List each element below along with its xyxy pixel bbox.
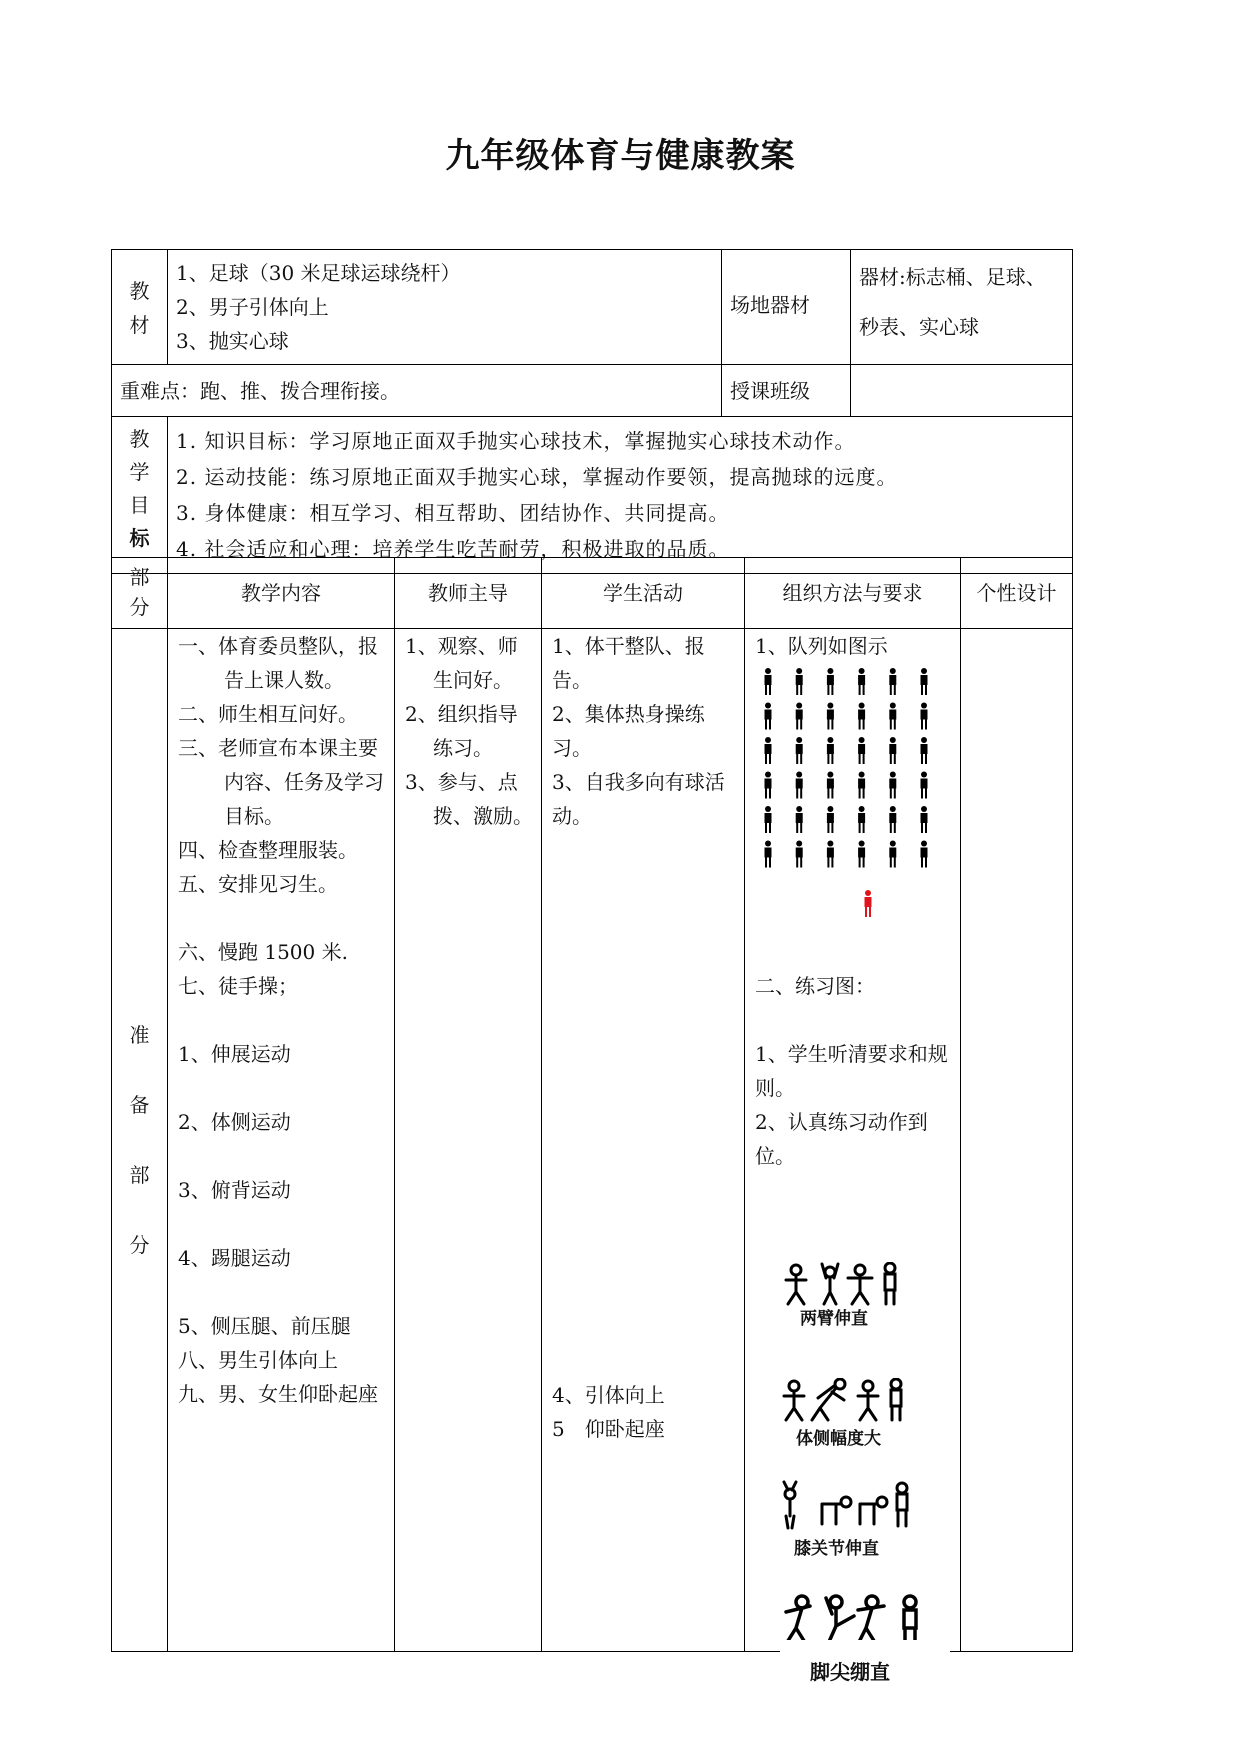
- content-item: 五、安排见习生。: [178, 872, 338, 896]
- content-item: 2、体侧运动: [178, 1110, 291, 1134]
- objective-item: 2. 运动技能：练习原地正面双手抛实心球，掌握动作要领，提高抛球的远度。: [176, 465, 898, 489]
- section-header: 部 分: [112, 558, 168, 629]
- class-value: [851, 365, 1073, 417]
- spacer: [178, 901, 388, 935]
- spacer: [178, 1275, 388, 1309]
- student-item: 3、自我多向有球活动。: [552, 770, 725, 828]
- org-item: 2、认真练习动作到位。: [755, 1110, 928, 1168]
- student-item: 5 仰卧起座: [552, 1417, 665, 1441]
- prep-student: [542, 629, 745, 1652]
- student-figure-icon: [858, 841, 865, 868]
- prep-teacher: [395, 629, 542, 1652]
- equipment-text: 器材:标志桶、足球、秒表、实心球: [851, 250, 1073, 365]
- student-figure-icon: [796, 772, 803, 799]
- material-label: 教 材: [112, 250, 168, 365]
- student-figure-icon: [921, 703, 928, 730]
- student-figure-icon: [827, 772, 834, 799]
- figure-caption: 膝关节伸直: [794, 1539, 879, 1559]
- content-item: 六、慢跑 1500 米.: [178, 940, 348, 964]
- org-header: 组织方法与要求: [745, 558, 961, 629]
- content-item: 九、男、女生仰卧起座: [178, 1382, 378, 1406]
- student-figure-icon: [796, 703, 803, 730]
- student-figure-icon: [796, 737, 803, 764]
- content-item: 一、体育委员整队，报告上课人数。: [178, 634, 378, 692]
- material-item: 3、抛实心球: [176, 329, 289, 353]
- prep-section-label: 准 备 部 分: [112, 629, 168, 1652]
- student-figure-icon: [889, 737, 896, 764]
- teacher-header: 教师主导: [395, 558, 542, 629]
- student-figure-icon: [858, 772, 865, 799]
- student-figure-icon: [765, 703, 772, 730]
- content-item: 二、师生相互问好。: [178, 702, 358, 726]
- student-figure-icon: [921, 841, 928, 868]
- objectives-label: 教 学 目 标: [112, 417, 168, 574]
- teacher-item: 2、组织指导练习。: [405, 702, 518, 760]
- difficulty-text: 重难点：跑、推、拨合理衔接。: [112, 365, 722, 417]
- spacer: [178, 1071, 388, 1105]
- student-figure-icon: [827, 703, 834, 730]
- student-figure-icon: [765, 737, 772, 764]
- student-figure-icon: [858, 668, 865, 695]
- student-figure-icon: [921, 668, 928, 695]
- class-label: 授课班级: [722, 365, 851, 417]
- spacer: [178, 1003, 388, 1037]
- student-figure-icon: [889, 806, 896, 833]
- student-figure-icon: [765, 668, 772, 695]
- spacer: [178, 1139, 388, 1173]
- figure-caption: 两臂伸直: [800, 1309, 868, 1329]
- formation-diagram: [758, 668, 938, 928]
- student-figure-icon: [765, 772, 772, 799]
- material-list: [168, 250, 722, 365]
- spacer: [755, 1003, 954, 1037]
- content-item: 1、伸展运动: [178, 1042, 291, 1066]
- student-figure-icon: [858, 737, 865, 764]
- student-figure-icon: [765, 841, 772, 868]
- content-item: 5、侧压腿、前压腿: [178, 1314, 351, 1338]
- student-figure-icon: [796, 841, 803, 868]
- student-figure-icon: [827, 841, 834, 868]
- student-figure-icon: [796, 668, 803, 695]
- teacher-figure-icon: [865, 890, 872, 917]
- student-figure-icon: [921, 772, 928, 799]
- student-item: 4、引体向上: [552, 1383, 665, 1407]
- material-item: 1、足球（30 米足球运球绕杆）: [176, 261, 461, 285]
- org-item: 1、学生听清要求和规则。: [755, 1042, 948, 1100]
- student-figure-icon: [827, 668, 834, 695]
- lesson-info-table: [111, 249, 1073, 574]
- student-figure-icon: [827, 737, 834, 764]
- org-item: 二、练习图：: [755, 974, 875, 998]
- prep-content: [168, 629, 395, 1652]
- student-item: 1、体干整队、报告。: [552, 634, 705, 692]
- content-item: 三、老师宣布本课主要内容、任务及学习目标。: [178, 736, 384, 828]
- teacher-item: 1、观察、师生问好。: [405, 634, 518, 692]
- spacer: [552, 833, 740, 1378]
- page-title: 九年级体育与健康教案: [445, 136, 796, 176]
- org-item: 1、队列如图示: [755, 634, 888, 658]
- student-figure-icon: [765, 806, 772, 833]
- content-header: 教学内容: [168, 558, 395, 629]
- student-figure-icon: [827, 806, 834, 833]
- student-figure-icon: [796, 806, 803, 833]
- venue-label: 场地器材: [722, 250, 851, 365]
- student-item: 2、集体热身操练习。: [552, 702, 705, 760]
- objectives-list: [168, 417, 1073, 574]
- forward-bend-figures: [776, 1480, 916, 1530]
- student-figure-icon: [889, 772, 896, 799]
- content-item: 七、徒手操；: [178, 974, 298, 998]
- arm-stretch-figures: [782, 1262, 912, 1308]
- student-figure-icon: [921, 806, 928, 833]
- student-figure-icon: [889, 703, 896, 730]
- content-item: 八、男生引体向上: [178, 1348, 338, 1372]
- student-figure-icon: [858, 703, 865, 730]
- student-header: 学生活动: [542, 558, 745, 629]
- prep-personal: [961, 629, 1073, 1652]
- personal-header: 个性设计: [961, 558, 1073, 629]
- student-figure-icon: [889, 841, 896, 868]
- side-bend-figures: [782, 1378, 912, 1424]
- student-figure-icon: [889, 668, 896, 695]
- student-figure-icon: [858, 806, 865, 833]
- content-item: 四、检查整理服装。: [178, 838, 358, 862]
- figure-caption: 脚尖绷直: [810, 1660, 890, 1684]
- figure-caption: 体侧幅度大: [796, 1429, 881, 1449]
- student-figure-icon: [921, 737, 928, 764]
- objective-item: 1. 知识目标：学习原地正面双手抛实心球技术，掌握抛实心球技术动作。: [176, 429, 856, 453]
- objective-item: 3. 身体健康：相互学习、相互帮助、团结协作、共同提高。: [176, 501, 730, 525]
- content-item: 3、俯背运动: [178, 1178, 291, 1202]
- content-item: 4、踢腿运动: [178, 1246, 291, 1270]
- spacer: [178, 1207, 388, 1241]
- objective-item: 4. 社会适应和心理：培养学生吃苦耐劳，积极进取的品质。: [176, 537, 730, 561]
- teacher-item: 3、参与、点拨、激励。: [405, 770, 533, 828]
- material-item: 2、男子引体向上: [176, 295, 329, 319]
